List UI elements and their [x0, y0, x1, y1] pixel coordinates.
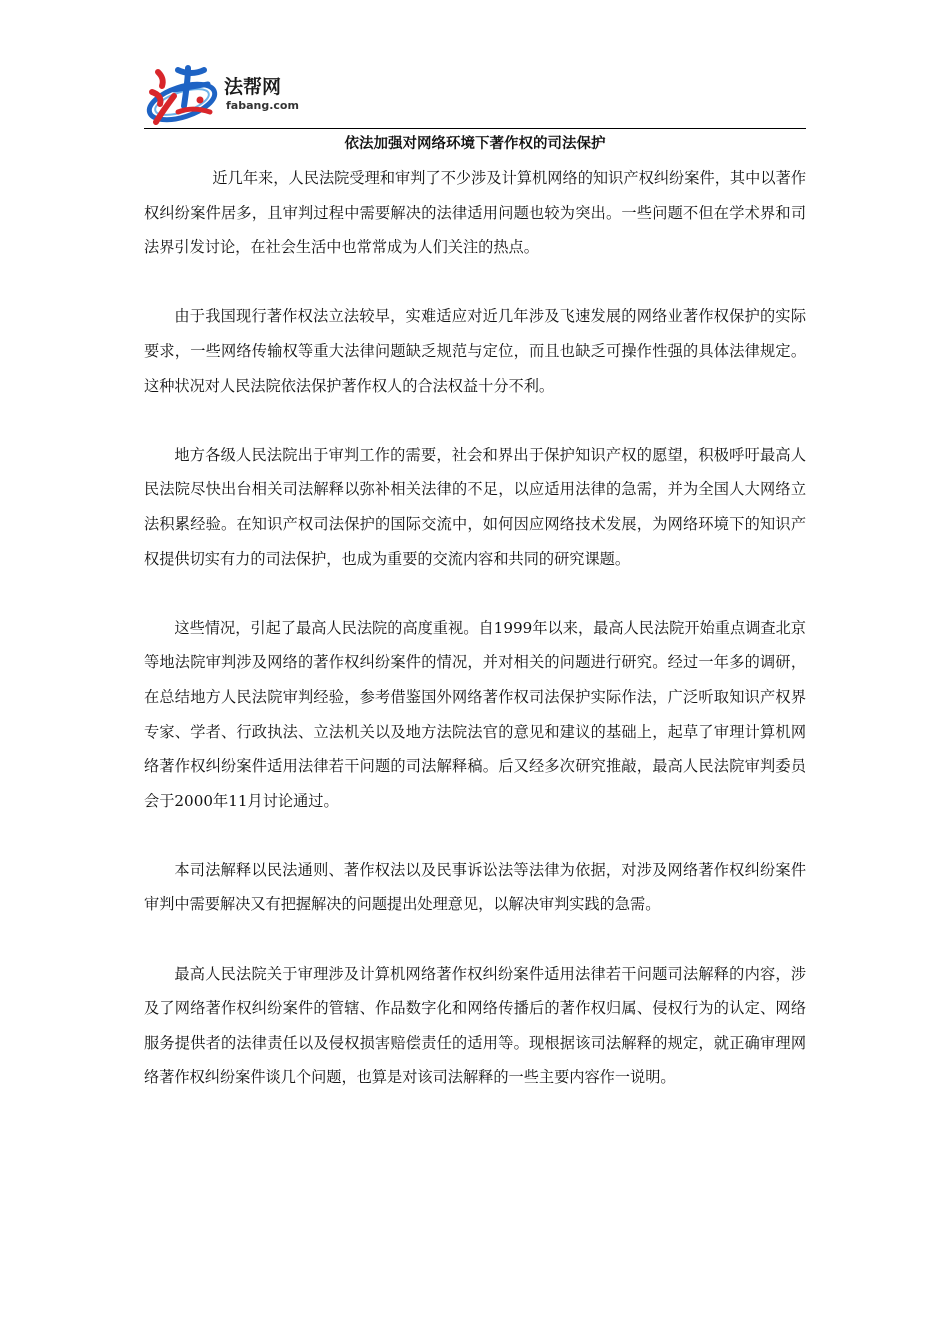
paragraph: 近几年来，人民法院受理和审判了不少涉及计算机网络的知识产权纠纷案件，其中以著作权纠纷案件居多，且审判过程中需要解决的法律适用问题也较为突出。一些问题不但在学术界和司法界引发讨论，在社会生活中也常常成为人们关注的热点。 [144, 169, 806, 257]
logo-name: 法帮网 [224, 76, 282, 98]
paragraph: 这些情况，引起了最高人民法院的高度重视。自1999年以来，最高人民法院开始重点调查北京等地法院审判涉及网络的著作权纠纷案件的情况，并对相关的问题进行研究。经过一年多的调研，在总结地方人民法院审判经验，参考借鉴国外网络著作权司法保护实际作法，广泛听取知识产权界专家、学者、行政执法、立法机关以及地方法院法官的意见和建议的基础上，起草了审理计算机网络著作权纠纷案件适用法律若干问题的司法解释稿。后又经多次研究推敲，最高人民法院审判委员会于2000年11月讨论通过。 [144, 618, 806, 810]
paragraph: 地方各级人民法院出于审判工作的需要，社会和界出于保护知识产权的愿望，积极呼吁最高人民法院尽快出台相关司法解释以弥补相关法律的不足，以应适用法律的急需，并为全国人大网络立法积累经验。在知识产权司法保护的国际交流中，如何因应网络技术发展，为网络环境下的知识产权提供切实有力的司法保护，也成为重要的交流内容和共同的研究课题。 [144, 445, 806, 568]
fabang-logo-icon [144, 62, 222, 126]
paragraph: 最高人民法院关于审理涉及计算机网络著作权纠纷案件适用法律若干问题司法解释的内容，涉及了网络著作权纠纷案件的管辖、作品数字化和网络传播后的著作权归属、侵权行为的认定、网络服务提供者的法律责任以及侵权损害赔偿责任的适用等。现根据该司法解释的规定，就正确审理网络著作权纠纷案件谈几个问题，也算是对该司法解释的一些主要内容作一说明。 [144, 964, 806, 1087]
document-body [144, 161, 806, 1095]
header-divider [144, 128, 806, 129]
logo-domain: fabang.com [226, 99, 299, 112]
site-logo[interactable] [144, 62, 314, 128]
document-title: 依法加强对网络环境下著作权的司法保护 [344, 136, 606, 152]
paragraph: 本司法解释以民法通则、著作权法以及民事诉讼法等法律为依据，对涉及网络著作权纠纷案件审判中需要解决又有把握解决的问题提出处理意见，以解决审判实践的急需。 [144, 860, 806, 914]
paragraph: 由于我国现行著作权法立法较早，实难适应对近几年涉及飞速发展的网络业著作权保护的实际要求，一些网络传输权等重大法律问题缺乏规范与定位，而且也缺乏可操作性强的具体法律规定。这种状况对人民法院依法保护著作权人的合法权益十分不利。 [144, 307, 806, 395]
